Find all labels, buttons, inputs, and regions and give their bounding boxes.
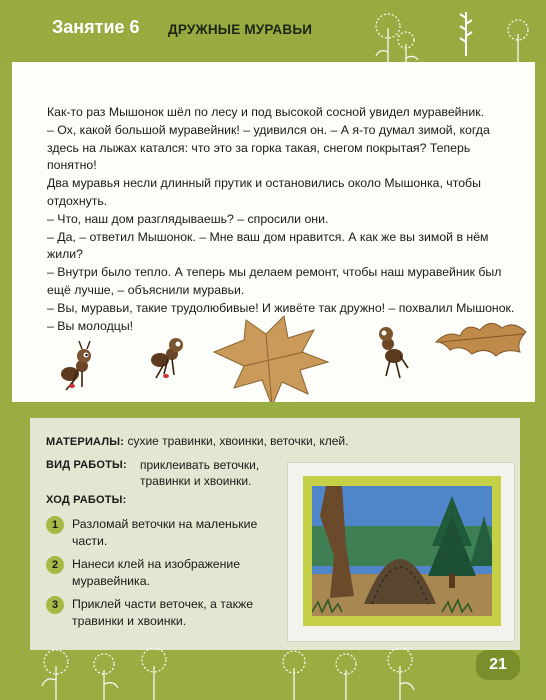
- story-text: [47, 104, 515, 335]
- work-type-label: ВИД РАБОТЫ:: [46, 459, 127, 471]
- step-number-badge: 1: [46, 516, 64, 534]
- materials-row: [46, 434, 348, 448]
- step-text: Приклей части веточек, а также травинки и хвоинки.: [72, 597, 254, 628]
- ant-icon: [61, 341, 91, 390]
- maple-leaf-icon: [204, 312, 334, 408]
- lesson-label: Занятие 6: [52, 17, 140, 37]
- process-label: ХОД РАБОТЫ:: [46, 494, 127, 506]
- story-paragraph: – Ох, какой большой муравейник! – удивился он. – А я-то думал зимой, когда здесь на лыжах катался: что это за горка такая, снегом покрытая? Теперь понятно!: [47, 122, 490, 173]
- step-number-badge: 2: [46, 556, 64, 574]
- ants-illustration: [48, 336, 188, 400]
- dandelion-icon: [500, 14, 540, 62]
- materials-value: сухие травинки, хвоинки, веточки, клей.: [127, 434, 349, 448]
- lesson-title: ДРУЖНЫЕ МУРАВЬИ: [168, 22, 313, 37]
- story-paragraph: – Внутри было тепло. А теперь мы делаем ремонт, чтобы наш муравейник был ещё лучше, – объяснили муравьи.: [47, 265, 502, 297]
- dandelion-icon: [34, 640, 184, 700]
- story-paragraph: – Да, – ответил Мышонок. – Мне ваш дом нравится. А как же вы зимой в нём жили?: [47, 229, 489, 262]
- dandelion-icon: [264, 640, 434, 700]
- ant-icon: [151, 338, 183, 378]
- oak-leaf-icon: [432, 312, 532, 358]
- work-type-row: [46, 457, 286, 488]
- materials-label: МАТЕРИАЛЫ:: [46, 436, 125, 448]
- process-row: [46, 492, 126, 506]
- ant-icon: [374, 322, 414, 382]
- story-paragraph: – Что, наш дом разглядываешь? – спросили они.: [47, 211, 329, 226]
- step-number-badge: 3: [46, 596, 64, 614]
- work-type-value: приклеивать веточки, травинки и хвоинки.: [140, 458, 260, 488]
- page-number: 21: [476, 650, 520, 680]
- leaf-icon: [456, 8, 476, 56]
- story-paragraph: – Вы, муравьи, такие трудолюбивые! И живёте так дружно! – похвалил Мышонок. – Вы молодцы!: [47, 300, 515, 333]
- story-paragraph: Два муравья несли длинный прутик и остановились около Мышонка, чтобы отдохнуть.: [47, 176, 481, 208]
- anthill-picture: [312, 486, 492, 616]
- step-text: Нанеси клей на изображение муравейника.: [72, 557, 241, 588]
- story-paragraph: Как-то раз Мышонок шёл по лесу и под высокой сосной увидел муравейник.: [47, 105, 484, 119]
- step-text: Разломай веточки на маленькие части.: [72, 517, 258, 548]
- dandelion-icon: [358, 4, 428, 66]
